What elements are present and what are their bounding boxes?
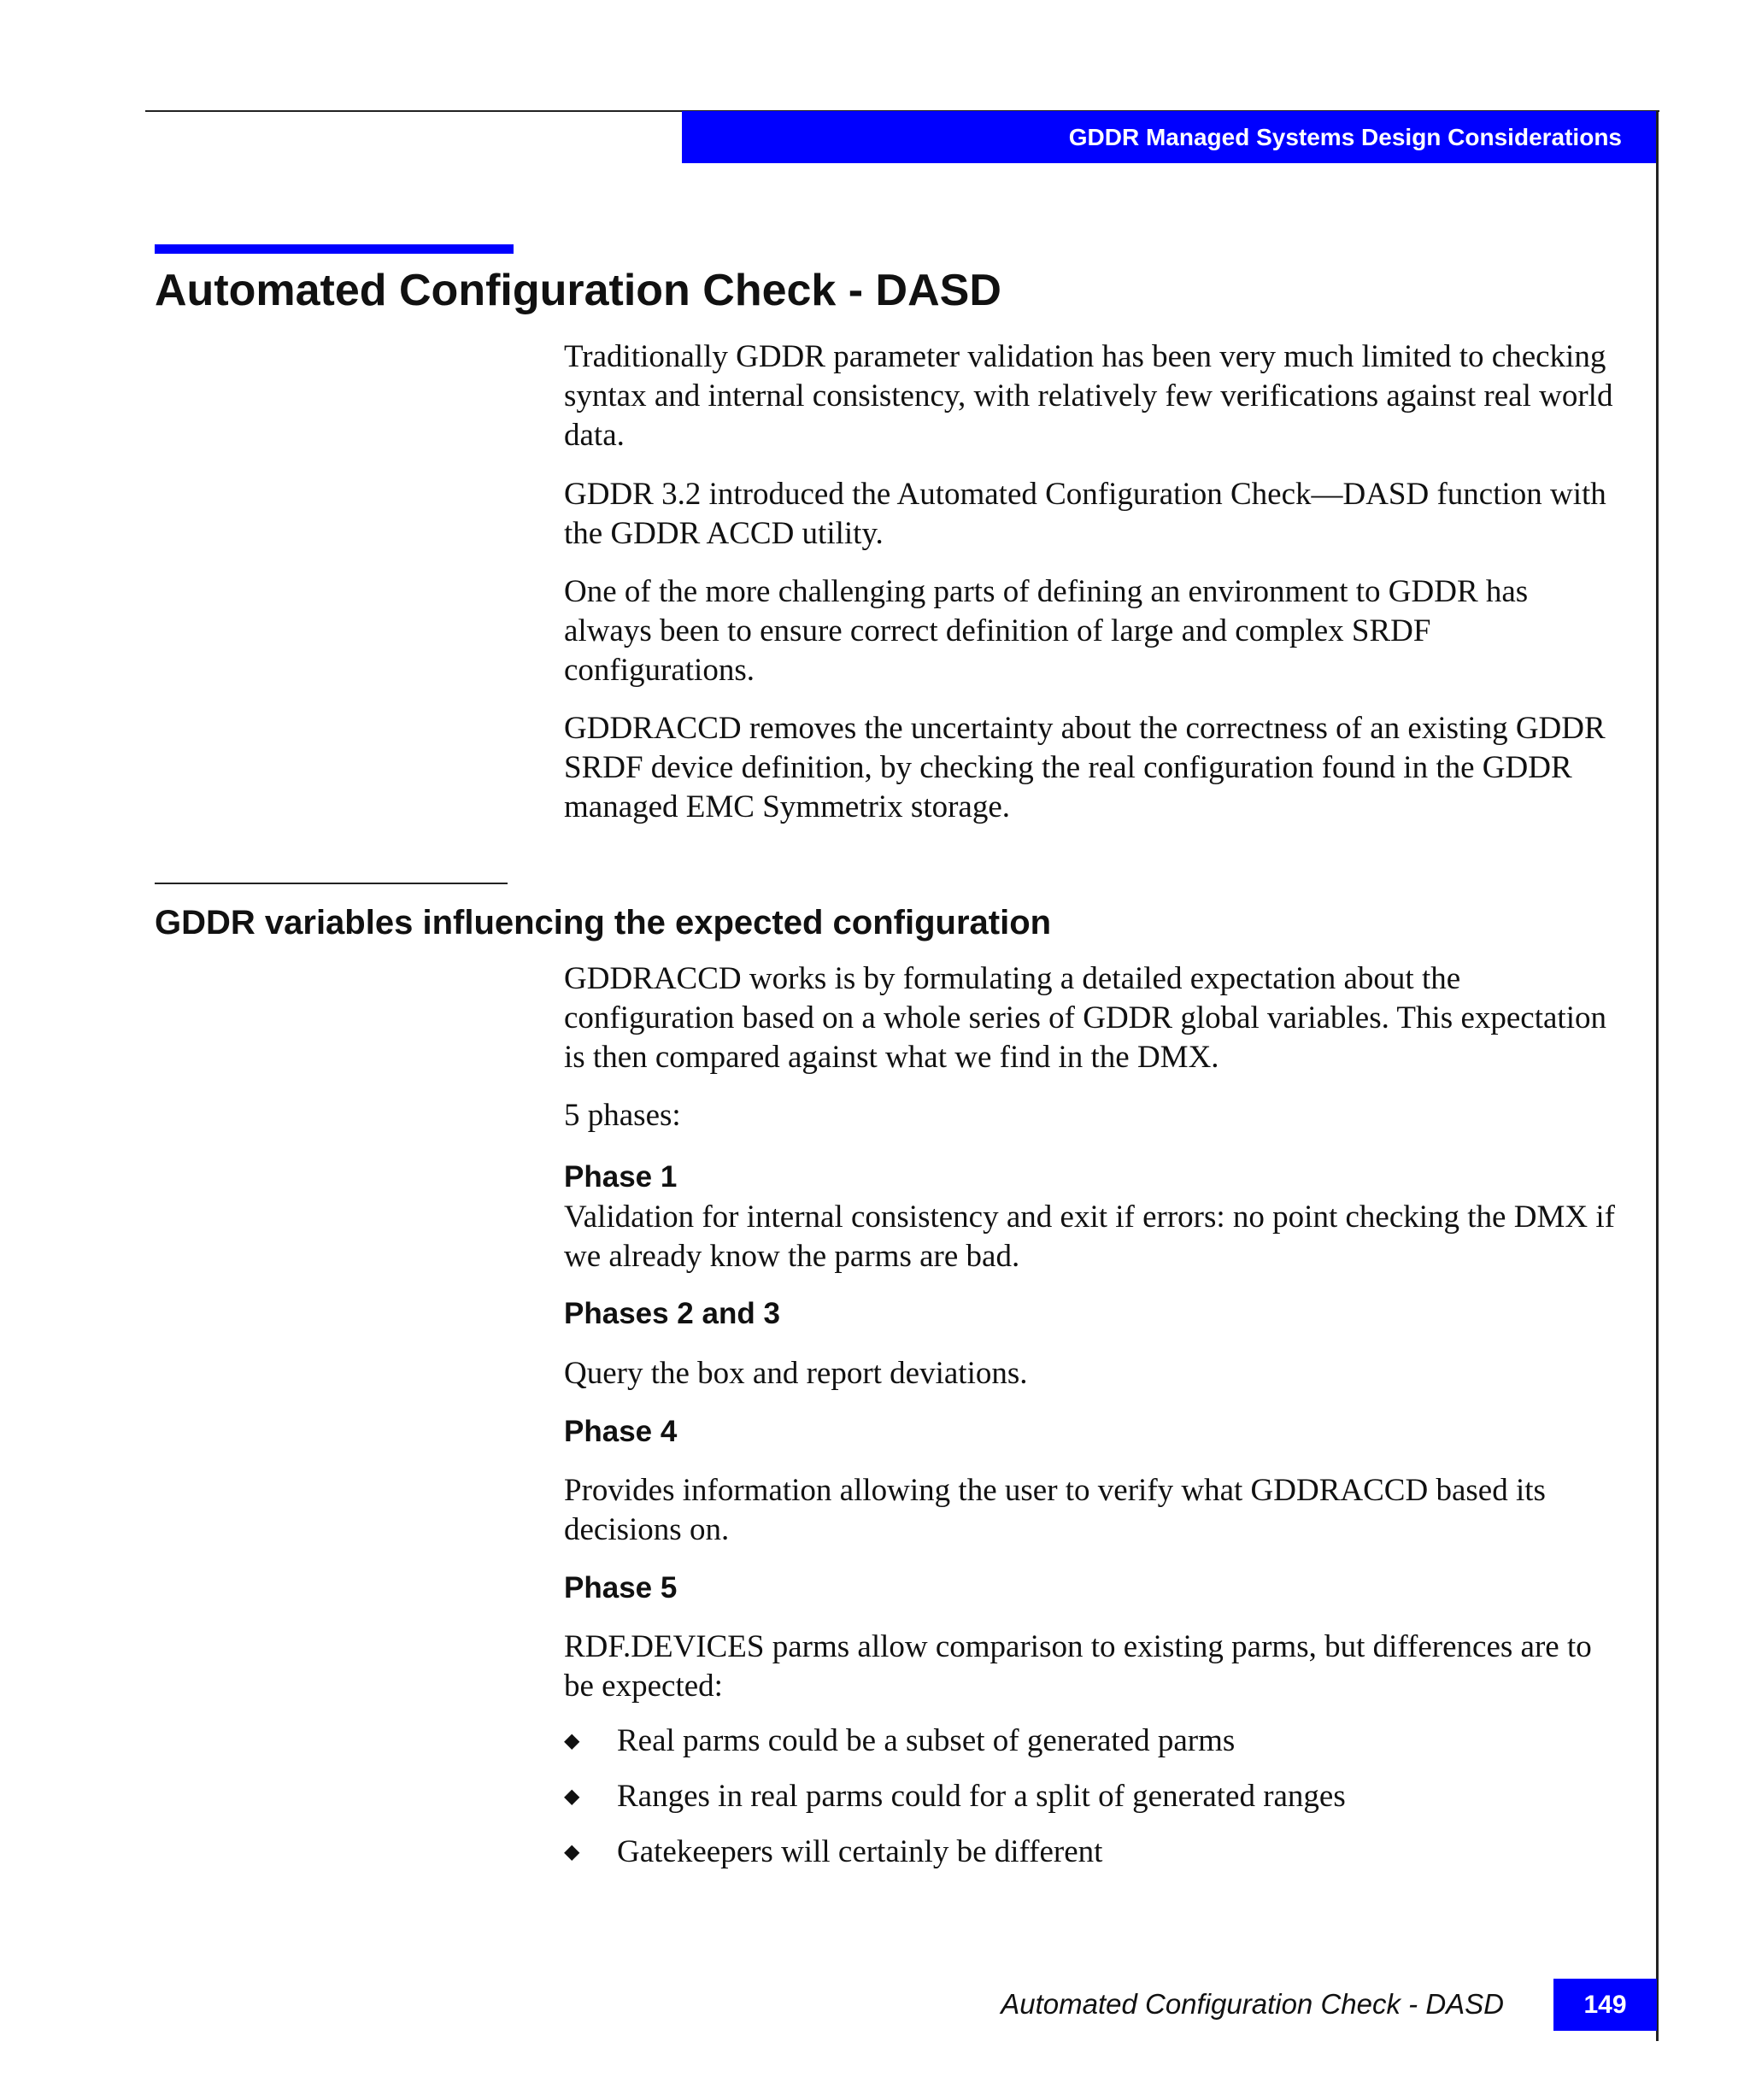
chapter-title: Automated Configuration Check - DASD — [155, 266, 1001, 315]
list-item-text: Real parms could be a subset of generated parms — [617, 1723, 1236, 1758]
list-item — [564, 1833, 1624, 1888]
list-item-text: Gatekeepers will certainly be different — [617, 1834, 1103, 1869]
paragraph-text: GDDR 3.2 introduced the Automated Configuration Check—DASD function with the GDDR ACCD utility. — [564, 477, 1606, 551]
chapter-paragraph-2 — [564, 475, 1624, 554]
phase-1-heading: Phase 1 — [564, 1160, 678, 1194]
chapter-paragraph-3 — [564, 572, 1624, 690]
phase-2-3-heading: Phases 2 and 3 — [564, 1297, 780, 1330]
list-item — [564, 1722, 1624, 1777]
diamond-icon: ◆ — [564, 1841, 580, 1863]
paragraph-text: Traditionally GDDR parameter validation has been very much limited to checking syntax and internal consistency, with relatively few verifications against real world data. — [564, 339, 1613, 453]
paragraph-text: 5 phases: — [564, 1098, 681, 1133]
paragraph-text: One of the more challenging parts of defining an environment to GDDR has always been to ensure correct definition of large and complex SRDF configurations. — [564, 574, 1529, 688]
section-rule — [155, 883, 508, 884]
section-title: GDDR variables influencing the expected configuration — [155, 904, 1052, 941]
phase-4-text — [564, 1471, 1624, 1550]
running-header-text: GDDR Managed Systems Design Considerations — [1068, 123, 1622, 150]
page-number — [1553, 1979, 1657, 2031]
paragraph-text: Provides information allowing the user to verify what GDDRACCD based its decisions on. — [564, 1473, 1546, 1547]
phase-2-3-text — [564, 1354, 1624, 1393]
list-item — [564, 1777, 1624, 1833]
phase-1-text — [564, 1198, 1624, 1276]
paragraph-text: GDDRACCD works is by formulating a detailed expectation about the configuration based on a whole series of GDDR global variables. This expectation is then compared against what we find in the DMX. — [564, 961, 1606, 1075]
phases-label — [564, 1096, 1624, 1135]
chapter-paragraph-1 — [564, 337, 1624, 455]
paragraph-text: RDF.DEVICES parms allow comparison to existing parms, but differences are to be expected: — [564, 1629, 1592, 1704]
phase-4-heading: Phase 4 — [564, 1415, 678, 1448]
chapter-paragraph-4 — [564, 709, 1624, 827]
page-edge-rule — [1656, 110, 1659, 2041]
diamond-icon: ◆ — [564, 1730, 580, 1752]
running-header — [682, 111, 1656, 163]
diamond-icon: ◆ — [564, 1786, 580, 1808]
phase-5-heading: Phase 5 — [564, 1571, 678, 1604]
page-number-text: 149 — [1583, 1990, 1627, 2019]
section-intro — [564, 959, 1624, 1077]
list-item-text: Ranges in real parms could for a split of generated ranges — [617, 1779, 1346, 1814]
paragraph-text: Query the box and report deviations. — [564, 1356, 1028, 1391]
phase-5-text — [564, 1628, 1624, 1706]
paragraph-text: GDDRACCD removes the uncertainty about the correctness of an existing GDDR SRDF device definition, by checking the real configuration found in the GDDR managed EMC Symmetrix storage. — [564, 711, 1606, 824]
footer-running-title: Automated Configuration Check - DASD — [1001, 1988, 1504, 2020]
paragraph-text: Validation for internal consistency and exit if errors: no point checking the DMX if we already know the parms are bad. — [564, 1200, 1615, 1274]
title-accent-bar — [155, 244, 514, 254]
phase-5-bullet-list — [564, 1722, 1624, 1888]
